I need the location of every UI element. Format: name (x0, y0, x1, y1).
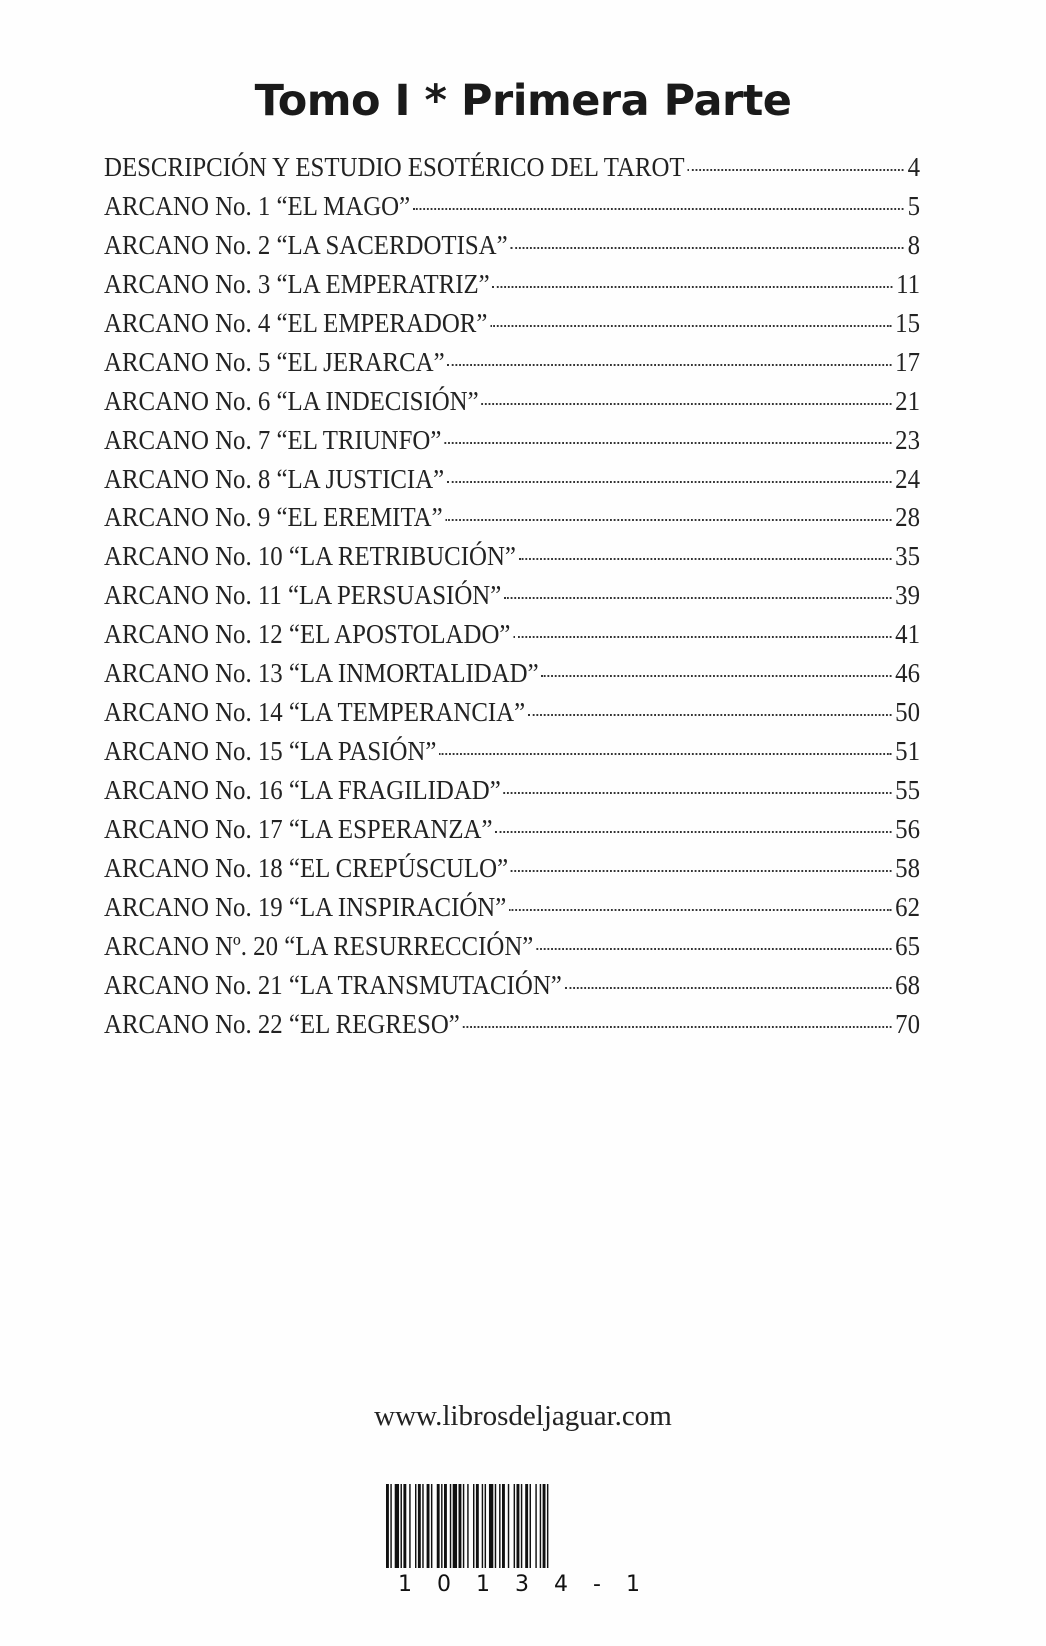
barcode-bar (530, 1484, 531, 1568)
toc-dot-leader (565, 987, 892, 989)
toc-entry (104, 464, 920, 503)
toc-entry-page: 50 (895, 697, 921, 728)
barcode-bar (463, 1484, 464, 1568)
barcode-bar (418, 1484, 421, 1568)
toc-entry-page: 46 (895, 658, 921, 689)
toc-entry-page: 4 (907, 152, 921, 182)
toc-dot-leader (536, 948, 891, 950)
barcode-digit: 3 (515, 1572, 529, 1597)
barcode-bar (422, 1484, 423, 1568)
barcode-bar (467, 1484, 468, 1568)
barcode-bars (384, 1484, 654, 1568)
barcode-bar (485, 1484, 486, 1568)
barcode-bar (495, 1484, 496, 1568)
toc-dot-leader (528, 714, 892, 716)
toc-entry-page: 68 (895, 969, 921, 1000)
barcode-bar (508, 1484, 509, 1568)
toc-entry-page: 21 (895, 385, 921, 416)
barcode-bar (543, 1484, 546, 1568)
toc-entry-page: 51 (895, 736, 921, 767)
barcode-bar (427, 1484, 430, 1568)
toc-entry-page: 17 (895, 346, 921, 377)
toc-entry-label: ARCANO No. 1 “EL MAGO” (104, 190, 411, 221)
toc-entry-label: ARCANO No. 2 “LA SACERDOTISA” (104, 229, 508, 260)
barcode-bar (476, 1484, 479, 1568)
toc-entry-label: ARCANO No. 19 “LA INSPIRACIÓN” (104, 891, 507, 922)
toc-entry-label: ARCANO No. 9 “EL EREMITA” (104, 502, 443, 533)
toc-entry-label: ARCANO No. 3 “LA EMPERATRIZ” (104, 268, 490, 299)
toc-entry (104, 502, 920, 541)
toc-dot-leader (490, 325, 891, 327)
page-title: Tomo I * Primera Parte (254, 76, 792, 126)
toc-dot-leader (513, 636, 891, 638)
barcode-bar (489, 1484, 493, 1568)
barcode-bar (437, 1484, 440, 1568)
toc-entry-label: ARCANO No. 13 “LA INMORTALIDAD” (104, 658, 539, 689)
toc-entry-label: ARCANO Nº. 20 “LA RESURRECCIÓN” (104, 930, 534, 961)
toc-entry-label: DESCRIPCIÓN Y ESTUDIO ESOTÉRICO DEL TAROT (104, 152, 685, 182)
toc-dot-leader (481, 403, 891, 405)
barcode-bar (401, 1484, 402, 1568)
barcode-bar (403, 1484, 406, 1568)
toc-entry-page: 70 (895, 1008, 921, 1039)
toc-entry-page: 65 (895, 930, 921, 961)
toc-entry (104, 425, 920, 464)
toc-entry-page: 39 (895, 580, 921, 611)
barcode-bar (499, 1484, 500, 1568)
toc-dot-leader (445, 519, 891, 521)
toc-entry (104, 347, 920, 386)
barcode-bar (453, 1484, 457, 1568)
table-of-contents (104, 152, 920, 1048)
toc-entry (104, 1009, 920, 1048)
toc-entry-label: ARCANO No. 12 “EL APOSTOLADO” (104, 619, 511, 650)
barcode-bar (441, 1484, 442, 1568)
toc-dot-leader (444, 442, 891, 444)
toc-entry-page: 28 (895, 502, 921, 533)
toc-entry-page: 8 (907, 229, 921, 260)
toc-entry (104, 931, 920, 970)
toc-entry (104, 736, 920, 775)
toc-dot-leader (463, 1026, 892, 1028)
toc-dot-leader (492, 286, 892, 288)
toc-entry (104, 269, 920, 308)
toc-dot-leader (413, 208, 904, 210)
toc-entry-page: 35 (895, 541, 921, 572)
barcode-bar (409, 1484, 410, 1568)
barcode-digit: 1 (625, 1572, 640, 1597)
toc-entry-label: ARCANO No. 18 “EL CREPÚSCULO” (104, 852, 509, 883)
toc-entry-label: ARCANO No. 4 “EL EMPERADOR” (104, 307, 488, 338)
toc-entry (104, 775, 920, 814)
toc-entry (104, 230, 920, 269)
toc-entry-label: ARCANO No. 21 “LA TRANSMUTACIÓN” (104, 969, 562, 1000)
toc-entry-page: 5 (907, 190, 921, 221)
barcode-digit: 4 (554, 1572, 568, 1597)
toc-entry-label: ARCANO No. 16 “LA FRAGILIDAD” (104, 775, 501, 805)
barcode-digit: 0 (437, 1572, 451, 1597)
barcode-bar (450, 1484, 451, 1568)
toc-entry-label: ARCANO No. 5 “EL JERARCA” (104, 346, 445, 377)
barcode-bar (444, 1484, 447, 1568)
barcode (384, 1484, 654, 1606)
toc-dot-leader (687, 169, 904, 171)
toc-entry-label: ARCANO No. 11 “LA PERSUASIÓN” (104, 580, 502, 611)
toc-entry-page: 58 (895, 852, 921, 883)
toc-entry-label: ARCANO No. 22 “EL REGRESO” (104, 1008, 460, 1039)
toc-dot-leader (503, 792, 891, 794)
toc-dot-leader (541, 675, 891, 677)
toc-dot-leader (511, 870, 892, 872)
toc-entry-label: ARCANO No. 17 “LA ESPERANZA” (104, 813, 493, 844)
barcode-bar (525, 1484, 528, 1568)
toc-entry-label: ARCANO No. 10 “LA RETRIBUCIÓN” (104, 541, 516, 572)
toc-dot-leader (510, 247, 904, 249)
barcode-bar (502, 1484, 505, 1568)
barcode-bar (535, 1484, 536, 1568)
barcode-number (384, 1572, 654, 1597)
website-url: www.librosdeljaguar.com (374, 1400, 672, 1432)
toc-entry-page: 62 (895, 891, 921, 922)
barcode-bar (482, 1484, 483, 1568)
toc-entry (104, 386, 920, 425)
barcode-bar (540, 1484, 541, 1568)
toc-entry (104, 970, 920, 1009)
toc-entry (104, 541, 920, 580)
toc-entry-page: 24 (895, 463, 921, 494)
toc-entry-page: 41 (895, 619, 921, 650)
barcode-bar (415, 1484, 416, 1568)
toc-dot-leader (504, 597, 892, 599)
toc-entry (104, 697, 920, 736)
barcode-bar (547, 1484, 548, 1568)
toc-entry-label: ARCANO No. 15 “LA PASIÓN” (104, 736, 437, 767)
toc-entry (104, 580, 920, 619)
toc-entry-page: 15 (895, 307, 921, 338)
toc-dot-leader (495, 831, 891, 833)
toc-dot-leader (439, 753, 891, 755)
toc-dot-leader (509, 909, 891, 911)
barcode-digit: - (593, 1572, 601, 1597)
toc-entry-label: ARCANO No. 14 “LA TEMPERANCIA” (104, 697, 526, 728)
toc-entry (104, 619, 920, 658)
barcode-bar (517, 1484, 520, 1568)
toc-entry-page: 11 (896, 268, 921, 299)
barcode-bar (473, 1484, 474, 1568)
toc-entry-label: ARCANO No. 6 “LA INDECISIÓN” (104, 385, 479, 416)
barcode-bar (521, 1484, 522, 1568)
toc-dot-leader (447, 364, 891, 366)
barcode-bar (386, 1484, 389, 1568)
toc-entry (104, 853, 920, 892)
toc-entry (104, 892, 920, 931)
toc-dot-leader (519, 558, 892, 560)
barcode-bar (395, 1484, 399, 1568)
toc-entry-page: 56 (895, 813, 921, 844)
toc-entry-page: 55 (895, 775, 921, 805)
barcode-bar (514, 1484, 515, 1568)
toc-entry (104, 191, 920, 230)
toc-entry-label: ARCANO No. 7 “EL TRIUNFO” (104, 424, 442, 455)
toc-entry-label: ARCANO No. 8 “LA JUSTICIA” (104, 463, 445, 494)
barcode-bar (459, 1484, 462, 1568)
barcode-digit: 1 (398, 1572, 412, 1597)
toc-entry (104, 152, 920, 191)
barcode-digit: 1 (476, 1572, 490, 1597)
barcode-bar (390, 1484, 391, 1568)
toc-entry-page: 23 (895, 424, 921, 455)
barcode-bar (431, 1484, 432, 1568)
toc-entry (104, 814, 920, 853)
toc-entry (104, 658, 920, 697)
toc-dot-leader (447, 481, 892, 483)
toc-entry (104, 308, 920, 347)
